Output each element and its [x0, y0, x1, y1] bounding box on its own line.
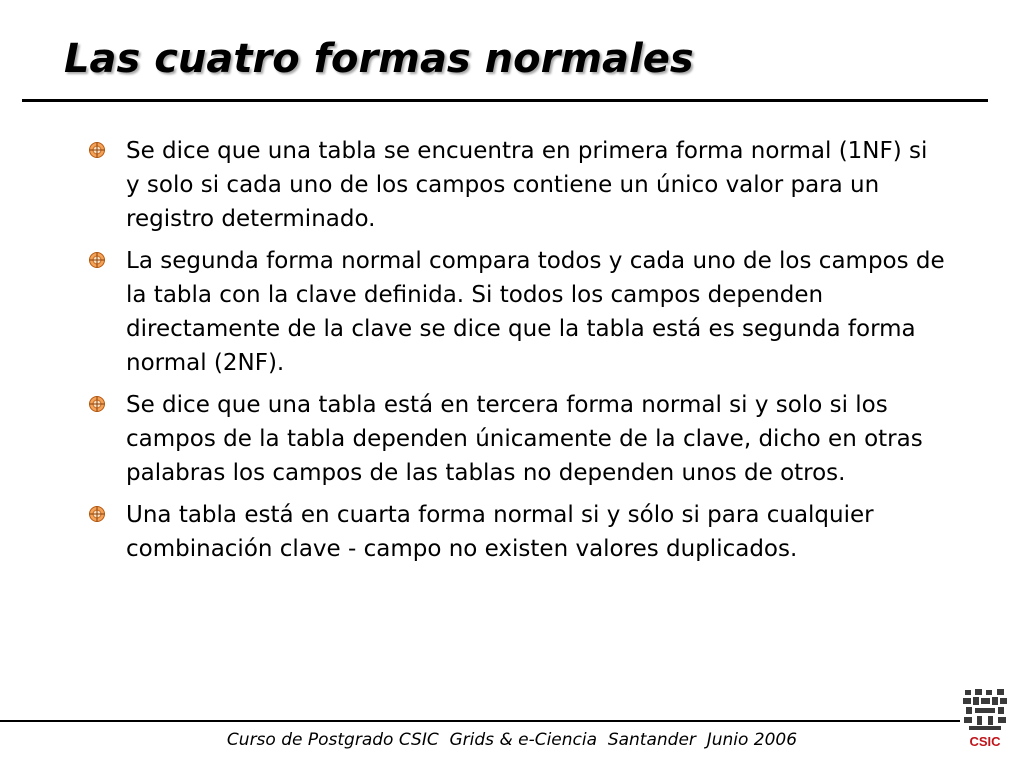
- bullet-item: [88, 244, 948, 380]
- title-divider: [22, 99, 988, 102]
- footer-divider: [0, 720, 960, 722]
- bullet-list: [88, 134, 948, 574]
- footer-text: Curso de Postgrado CSIC Grids & e-Ciencia Santander Junio 2006: [226, 730, 798, 750]
- bullet-icon: [88, 141, 106, 159]
- bullet-item: [88, 388, 948, 490]
- bullet-item: [88, 134, 948, 236]
- bullet-icon: [88, 395, 106, 413]
- bullet-text: Una tabla está en cuarta forma normal si y sólo si para cualquier combinación clave - campo no existen valores duplicados.: [126, 502, 874, 562]
- csic-logo-text: CSIC: [969, 734, 1001, 749]
- bullet-icon: [88, 505, 106, 523]
- bullet-item: [88, 498, 948, 566]
- slide-title: Las cuatro formas normales: [64, 36, 694, 82]
- bullet-icon: [88, 251, 106, 269]
- bullet-text: Se dice que una tabla está en tercera forma normal si y solo si los campos de la tabla dependen únicamente de la clave, dicho en otras palabras los campos de las tablas no dependen unos de otros.: [126, 392, 923, 486]
- bullet-text: Se dice que una tabla se encuentra en primera forma normal (1NF) si y solo si cada uno de los campos contiene un único valor para un registro determinado.: [126, 138, 928, 232]
- bullet-text: La segunda forma normal compara todos y cada uno de los campos de la tabla con la clave definida. Si todos los campos dependen directamente de la clave se dice que la tabla está es segunda forma normal (2NF).: [126, 248, 945, 376]
- csic-logo: [961, 688, 1009, 750]
